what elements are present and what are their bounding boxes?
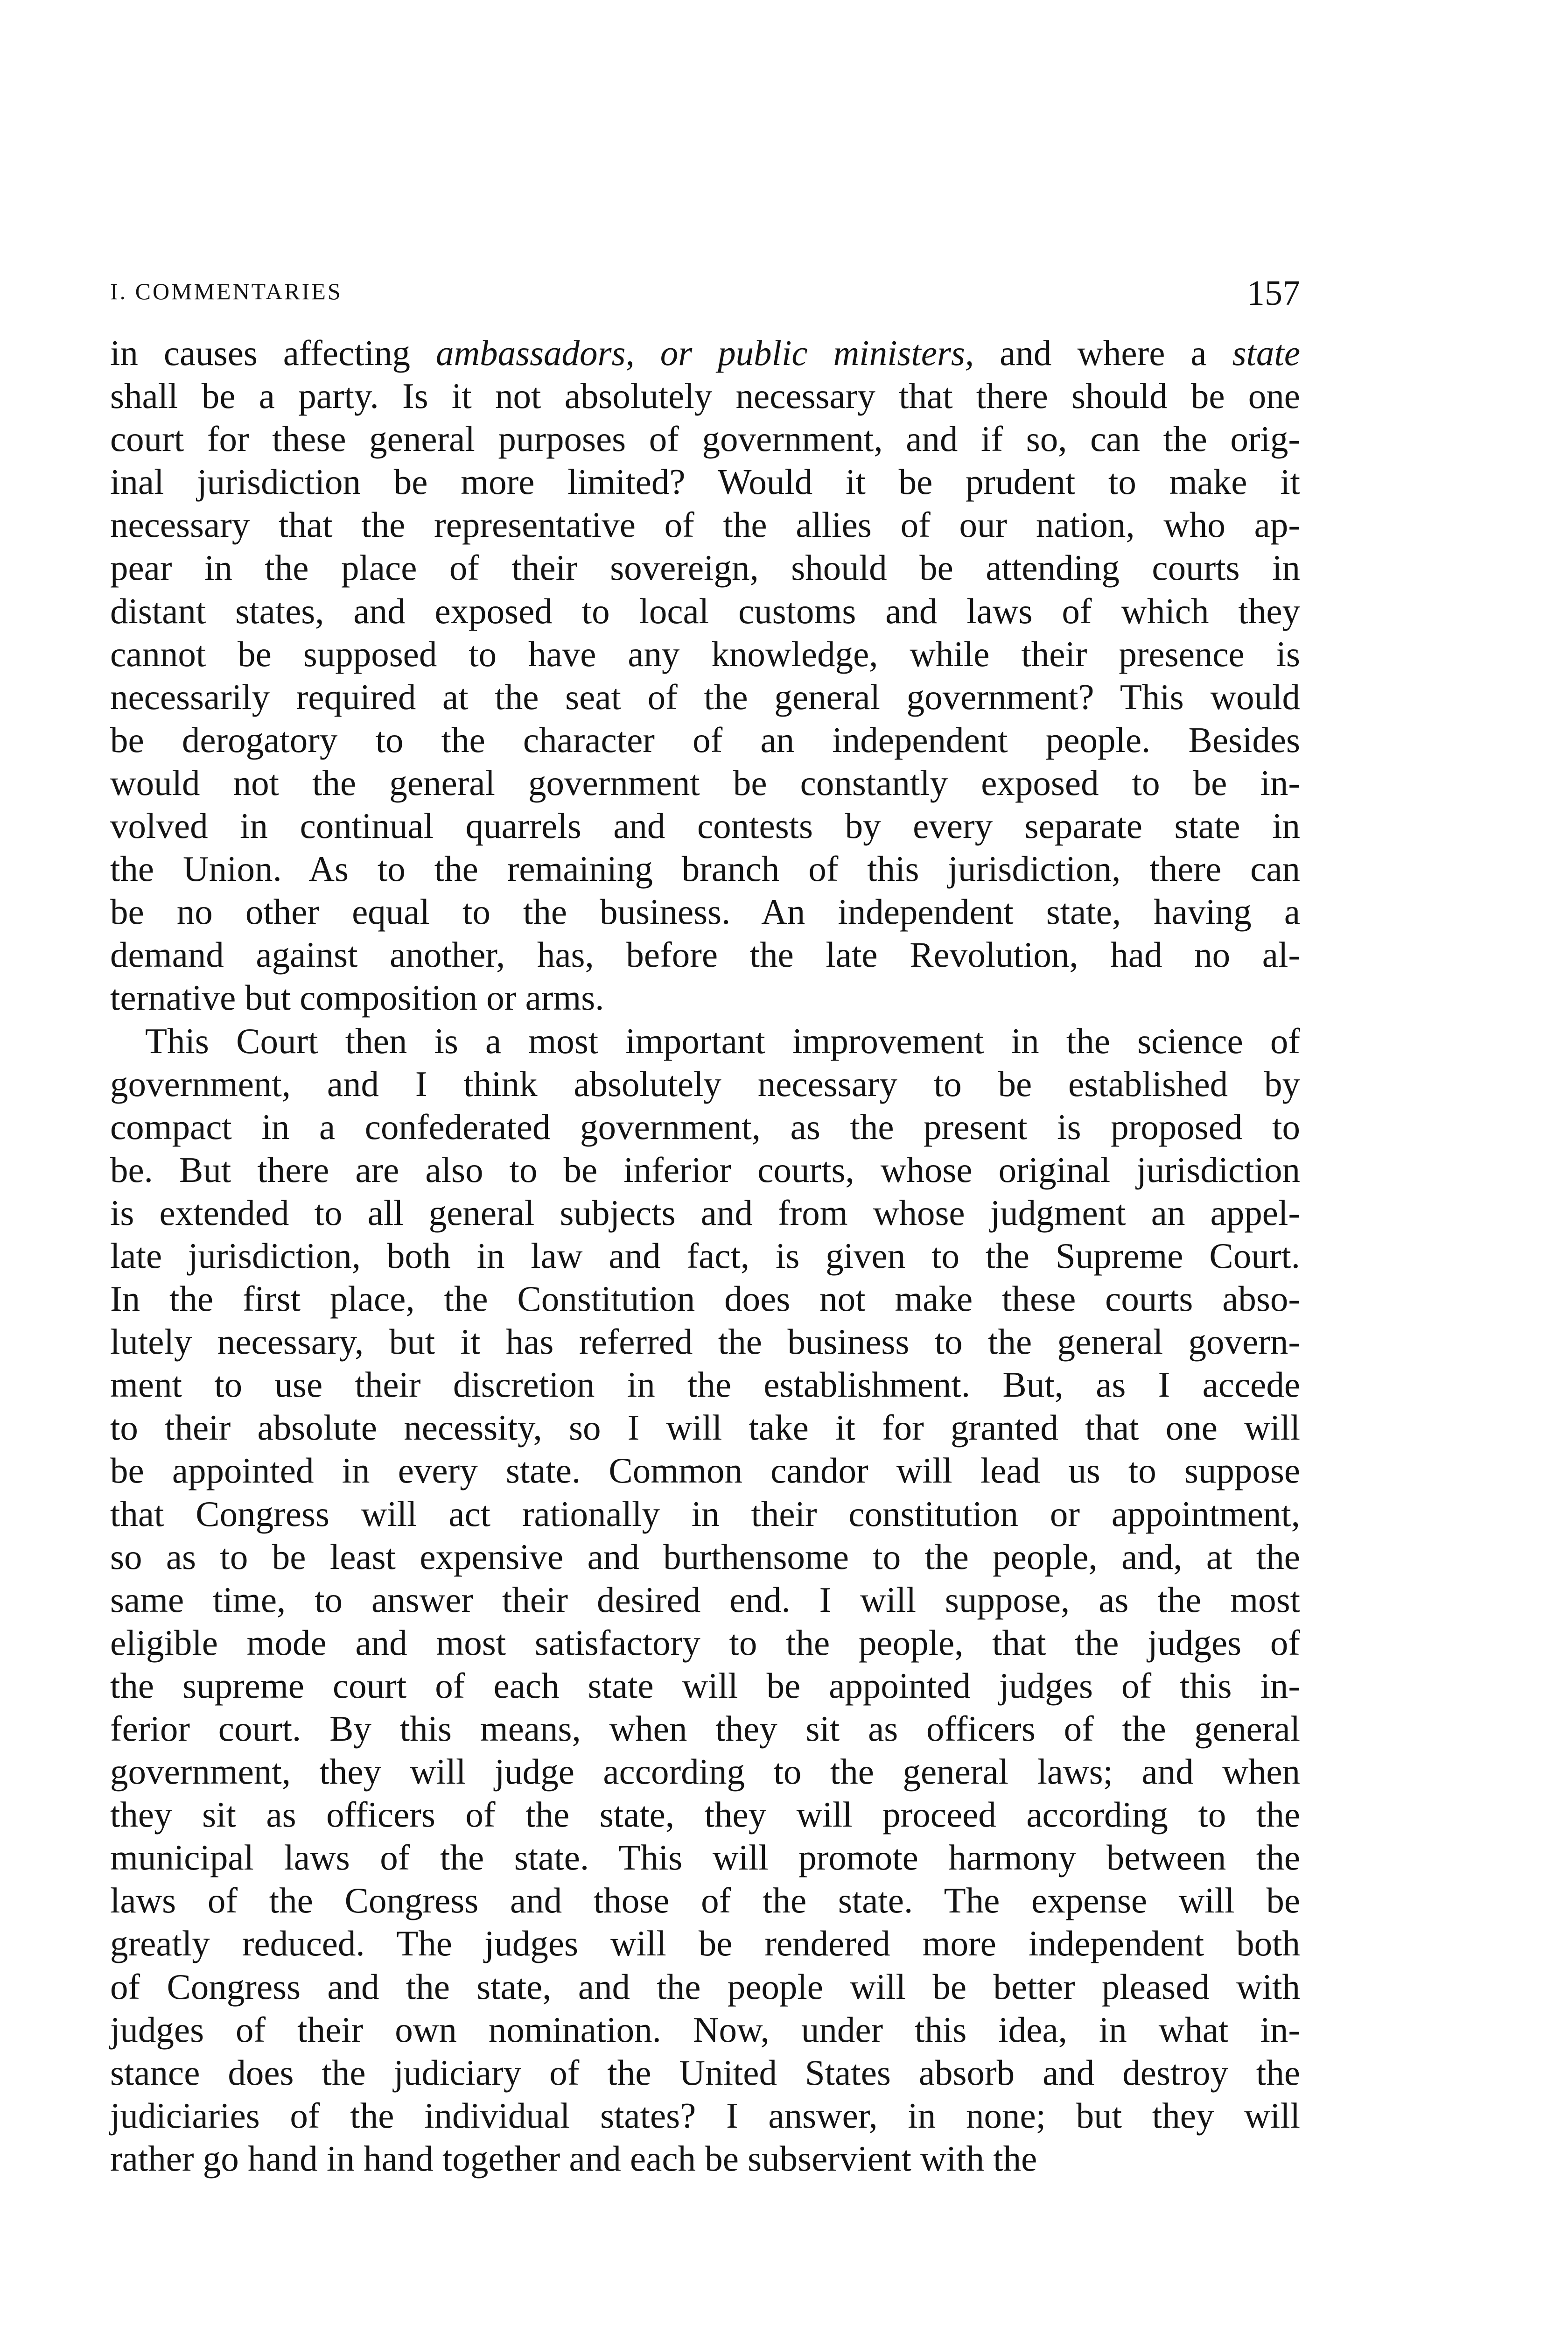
line-text: the Union. As to the remaining branch of this jurisdiction, there can bbox=[110, 849, 1300, 889]
line-text: judges of their own nomination. Now, under this idea, in what in- bbox=[110, 2009, 1300, 2050]
text-line bbox=[110, 503, 1300, 546]
line-text: government, and I think absolutely necessary to be established by bbox=[110, 1063, 1300, 1104]
text-line bbox=[110, 847, 1300, 890]
text-line bbox=[110, 1148, 1300, 1191]
line-text: that Congress will act rationally in their constitution or appointment, bbox=[110, 1493, 1300, 1534]
text-line bbox=[110, 1965, 1300, 2008]
line-text: pear in the place of their sovereign, should be attending courts in bbox=[110, 548, 1300, 588]
line-text: eligible mode and most satisfactory to the people, that the judges of bbox=[110, 1622, 1300, 1663]
line-text: of Congress and the state, and the people will be better pleased with bbox=[110, 1966, 1300, 2007]
text-line bbox=[110, 1277, 1300, 1320]
line-text: judiciaries of the individual states? I answer, in none; but they will bbox=[110, 2095, 1300, 2136]
text-line bbox=[110, 1922, 1300, 1965]
text-line bbox=[110, 890, 1300, 933]
text-line bbox=[110, 1578, 1300, 1621]
line-text: and where a bbox=[974, 333, 1232, 373]
text-line bbox=[110, 1062, 1300, 1105]
text-line bbox=[110, 1621, 1300, 1664]
line-text: be no other equal to the business. An independent state, having a bbox=[110, 892, 1300, 932]
line-text: they sit as officers of the state, they will proceed according to the bbox=[110, 1794, 1300, 1835]
line-text: greatly reduced. The judges will be rendered more independent both bbox=[110, 1923, 1300, 1964]
line-text: ferior court. By this means, when they sit as officers of the general bbox=[110, 1708, 1300, 1749]
text-line bbox=[110, 590, 1300, 633]
text-line bbox=[110, 374, 1300, 417]
line-text: distant states, and exposed to local customs and laws of which they bbox=[110, 591, 1300, 631]
text-line bbox=[110, 718, 1300, 761]
text-line bbox=[110, 1535, 1300, 1578]
text-line bbox=[110, 331, 1300, 374]
line-text: to their absolute necessity, so I will take it for granted that one will bbox=[110, 1407, 1300, 1448]
text-line bbox=[110, 761, 1300, 804]
line-text: the supreme court of each state will be appointed judges of this in- bbox=[110, 1665, 1300, 1706]
page-number: 157 bbox=[1247, 274, 1300, 313]
line-text: municipal laws of the state. This will promote harmony between the bbox=[110, 1837, 1300, 1878]
text-line bbox=[110, 1492, 1300, 1535]
text-line bbox=[110, 1105, 1300, 1148]
text-line bbox=[110, 1191, 1300, 1234]
text-line bbox=[110, 1406, 1300, 1449]
text-line bbox=[110, 1707, 1300, 1750]
text-line bbox=[110, 933, 1300, 976]
line-text: government, they will judge according to the general laws; and when bbox=[110, 1751, 1300, 1792]
line-text: is extended to all general subjects and from whose judgment an appel- bbox=[110, 1192, 1300, 1233]
line-text: demand against another, has, before the late Revolution, had no al- bbox=[110, 935, 1300, 975]
text-line bbox=[110, 1019, 1300, 1062]
line-text: court for these general purposes of government, and if so, can the orig- bbox=[110, 419, 1300, 459]
text-line bbox=[110, 2008, 1300, 2051]
line-text: In the first place, the Constitution does not make these courts abso- bbox=[110, 1279, 1300, 1319]
text-line bbox=[110, 2094, 1300, 2137]
line-text: be appointed in every state. Common candor will lead us to suppose bbox=[110, 1450, 1300, 1491]
line-text: lutely necessary, but it has referred the business to the general govern- bbox=[110, 1322, 1300, 1362]
line-text: stance does the judiciary of the United States absorb and destroy the bbox=[110, 2052, 1300, 2093]
text-line bbox=[110, 460, 1300, 503]
italic-text: ambassadors, or public ministers, bbox=[436, 333, 974, 373]
body-text bbox=[110, 331, 1300, 2180]
text-line bbox=[110, 804, 1300, 847]
line-text: shall be a party. Is it not absolutely necessary that there should be one bbox=[110, 376, 1300, 416]
text-line bbox=[110, 1449, 1300, 1492]
text-line bbox=[110, 1664, 1300, 1707]
text-line bbox=[110, 1320, 1300, 1363]
line-text: so as to be least expensive and burthensome to the people, and, at the bbox=[110, 1536, 1300, 1577]
text-line bbox=[110, 2137, 1300, 2180]
line-text: necessary that the representative of the allies of our nation, who ap- bbox=[110, 505, 1300, 545]
text-line bbox=[110, 1234, 1300, 1277]
line-text: in causes affecting bbox=[110, 333, 436, 373]
running-head bbox=[110, 273, 1300, 315]
line-text: ternative but composition or arms. bbox=[110, 977, 604, 1018]
text-line bbox=[110, 633, 1300, 675]
line-text: cannot be supposed to have any knowledge, while their presence is bbox=[110, 633, 1300, 674]
line-text: necessarily required at the seat of the general government? This would bbox=[110, 676, 1300, 717]
text-line bbox=[110, 2051, 1300, 2094]
text-line bbox=[110, 1879, 1300, 1922]
section-title: I. COMMENTARIES bbox=[110, 278, 343, 304]
line-text: late jurisdiction, both in law and fact, is given to the Supreme Court. bbox=[110, 1235, 1300, 1276]
text-line bbox=[110, 546, 1300, 589]
line-text: be. But there are also to be inferior courts, whose original jurisdiction bbox=[110, 1149, 1300, 1190]
line-text: laws of the Congress and those of the state. The expense will be bbox=[110, 1880, 1300, 1921]
text-line bbox=[110, 1363, 1300, 1406]
text-line bbox=[110, 1750, 1300, 1793]
text-line bbox=[110, 417, 1300, 460]
line-text: would not the general government be constantly exposed to be in- bbox=[110, 762, 1300, 803]
line-text: rather go hand in hand together and each be subservient with the bbox=[110, 2138, 1037, 2179]
line-text: compact in a confederated government, as the present is proposed to bbox=[110, 1106, 1300, 1147]
line-text: be derogatory to the character of an independent people. Besides bbox=[110, 719, 1300, 760]
text-line bbox=[110, 1793, 1300, 1836]
text-line bbox=[110, 1836, 1300, 1879]
line-text: ment to use their discretion in the establishment. But, as I accede bbox=[110, 1364, 1300, 1405]
line-text: inal jurisdiction be more limited? Would it be prudent to make it bbox=[110, 462, 1300, 502]
line-text: volved in continual quarrels and contests by every separate state in bbox=[110, 806, 1300, 846]
italic-text: state bbox=[1232, 333, 1300, 373]
text-line bbox=[110, 976, 1300, 1019]
text-line bbox=[110, 675, 1300, 718]
line-text: This Court then is a most important improvement in the science of bbox=[145, 1020, 1300, 1061]
line-text: same time, to answer their desired end. I will suppose, as the most bbox=[110, 1579, 1300, 1620]
